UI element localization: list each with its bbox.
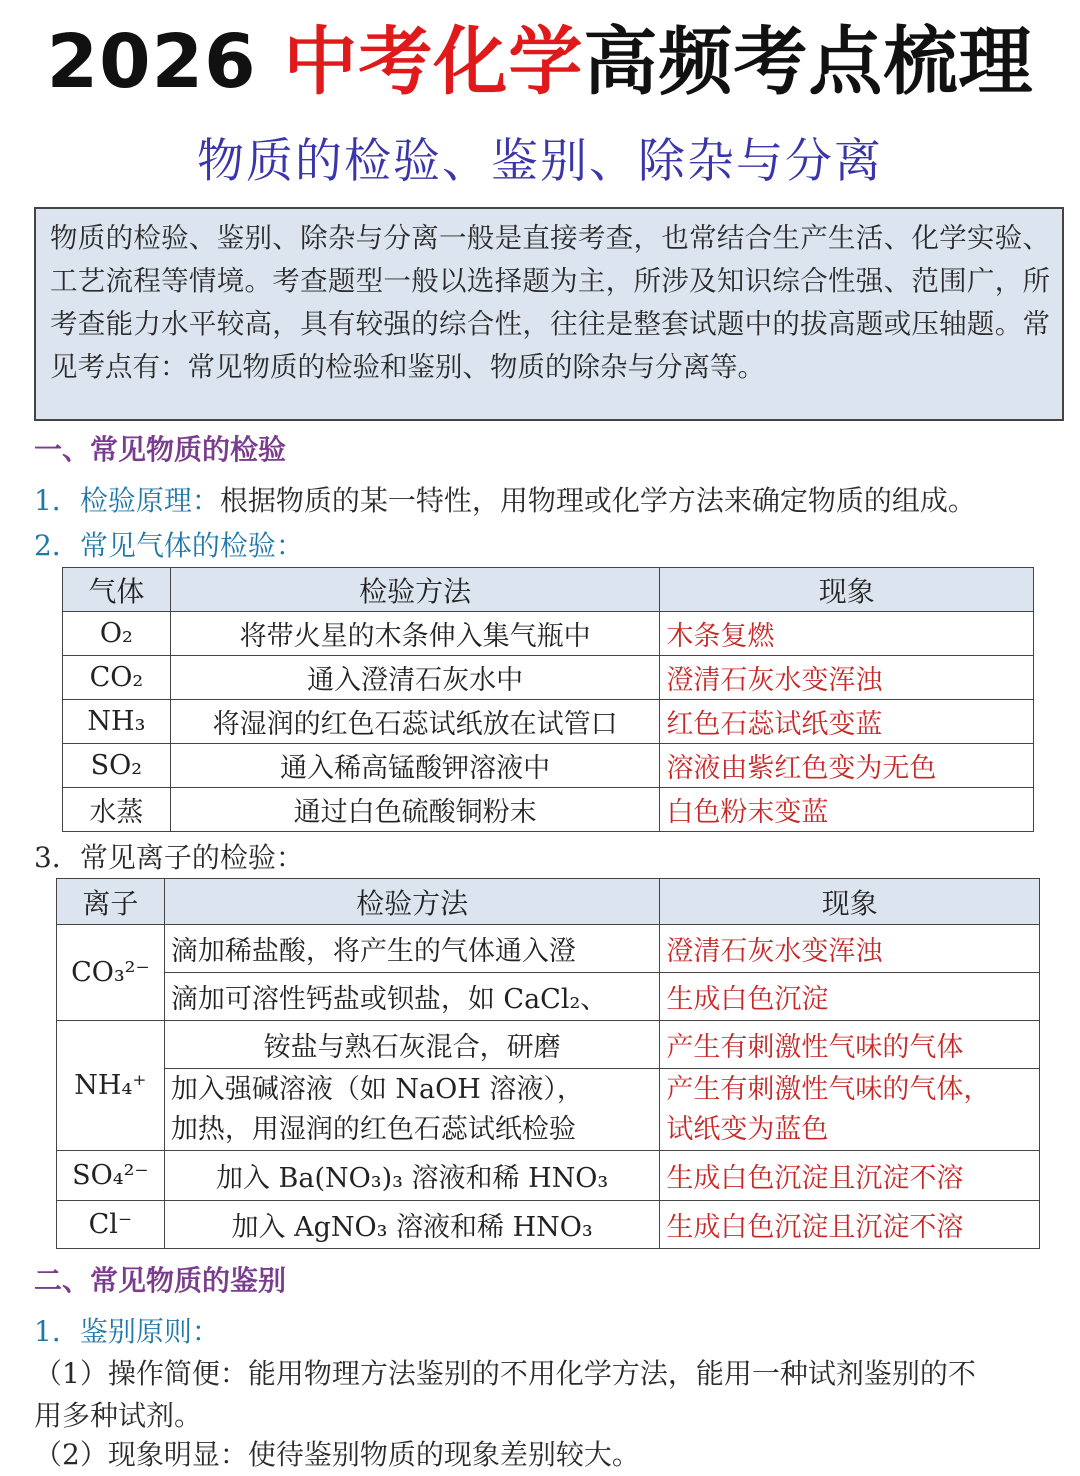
table-row <box>57 973 1040 1021</box>
table-row <box>57 1151 1040 1201</box>
method-cell: 加入 AgNO₃ 溶液和稀 HNO₃ <box>164 1201 660 1249</box>
column-header: 检验方法 <box>164 879 660 925</box>
column-header: 现象 <box>660 568 1034 612</box>
method-line: 加热，用湿润的红色石蕊试纸检验 <box>170 1113 576 1145</box>
table-row <box>63 744 1034 788</box>
result-cell: 生成白色沉淀且沉淀不溶 <box>660 1201 1040 1249</box>
ion-cell: Cl⁻ <box>57 1201 165 1249</box>
identify-principle-heading <box>34 1312 220 1352</box>
page-subtitle: 物质的检验、鉴别、除杂与分离 <box>197 134 883 189</box>
gas-cell: 水蒸 <box>63 788 171 832</box>
result-cell: 白色粉末变蓝 <box>660 788 1034 832</box>
identify-principle-label: 1．鉴别原则： <box>34 1315 220 1348</box>
gas-test-label: 2．常见气体的检验： <box>34 529 304 562</box>
column-header: 离子 <box>57 879 165 925</box>
method-cell: 通过白色硫酸铜粉末 <box>170 788 660 832</box>
table-header-row <box>63 568 1034 612</box>
method-cell: 通入澄清石灰水中 <box>170 656 660 700</box>
result-cell: 澄清石灰水变浑浊 <box>660 656 1034 700</box>
table-row <box>57 1069 1040 1151</box>
method-cell <box>164 1069 660 1151</box>
principle-label: 1．检验原理： <box>34 484 220 517</box>
principle-item-1-line: （1）操作简便：能用物理方法鉴别的不用化学方法，能用一种试剂鉴别的不 <box>34 1357 976 1390</box>
intro-box: 物质的检验、鉴别、除杂与分离一般是直接考查，也常结合生产生活、化学实验、工艺流程等情境。考查题型一般以选择题为主，所涉及知识综合性强、范围广，所考查能力水平较高，具有较强的综合性，往往是整套试题中的拔高题或压轴题。常见考点有：常见物质的检验和鉴别、物质的除杂与分离等。 <box>34 207 1064 421</box>
principle-line <box>34 481 976 521</box>
column-header: 现象 <box>660 879 1040 925</box>
section-heading-2: 二、常见物质的鉴别 <box>34 1264 287 1297</box>
principle-text: 根据物质的某一特性，用物理或化学方法来确定物质的组成。 <box>219 484 976 517</box>
ion-cell: SO₄²⁻ <box>57 1151 165 1201</box>
column-header: 气体 <box>63 568 171 612</box>
principle-item-1-line: 用多种试剂。 <box>34 1399 203 1432</box>
title-red-part: 中考化学 <box>283 19 584 105</box>
gas-test-table <box>62 567 1034 832</box>
principle-item-1 <box>34 1353 1064 1437</box>
method-cell: 滴加稀盐酸，将产生的气体通入澄 <box>164 925 660 973</box>
result-cell: 生成白色沉淀 <box>660 973 1040 1021</box>
table-row <box>63 788 1034 832</box>
table-header-row <box>57 879 1040 925</box>
principle-item-2: （2）现象明显：使待鉴别物质的现象差别较大。 <box>34 1438 640 1471</box>
result-cell: 红色石蕊试纸变蓝 <box>660 700 1034 744</box>
page-title <box>0 14 1080 110</box>
table-row <box>57 1021 1040 1069</box>
gas-cell: NH₃ <box>63 700 171 744</box>
table-row <box>63 656 1034 700</box>
table-row <box>63 700 1034 744</box>
method-cell: 将湿润的红色石蕊试纸放在试管口 <box>170 700 660 744</box>
column-header: 检验方法 <box>170 568 660 612</box>
title-black-part: 高频考点梳理 <box>583 19 1034 105</box>
gas-cell: SO₂ <box>63 744 171 788</box>
gas-cell: O₂ <box>63 612 171 656</box>
result-cell <box>660 1069 1040 1151</box>
gas-cell: CO₂ <box>63 656 171 700</box>
method-cell: 滴加可溶性钙盐或钡盐，如 CaCl₂、 <box>164 973 660 1021</box>
result-line: 产生有刺激性气味的气体， <box>666 1073 991 1105</box>
table-row <box>57 925 1040 973</box>
result-line: 试纸变为蓝色 <box>666 1113 829 1145</box>
method-cell: 通入稀高锰酸钾溶液中 <box>170 744 660 788</box>
gas-test-heading <box>34 526 304 566</box>
title-year: 2026 <box>46 19 257 105</box>
ion-test-heading: 3．常见离子的检验： <box>34 841 304 874</box>
method-cell: 铵盐与熟石灰混合，研磨 <box>164 1021 660 1069</box>
result-cell: 木条复燃 <box>660 612 1034 656</box>
method-cell: 将带火星的木条伸入集气瓶中 <box>170 612 660 656</box>
section-heading-1: 一、常见物质的检验 <box>34 433 287 466</box>
result-cell: 产生有刺激性气味的气体 <box>660 1021 1040 1069</box>
ion-cell: CO₃²⁻ <box>57 925 165 1021</box>
table-row <box>57 1201 1040 1249</box>
ion-test-table <box>56 878 1040 1249</box>
table-row <box>63 612 1034 656</box>
result-cell: 溶液由紫红色变为无色 <box>660 744 1034 788</box>
method-cell: 加入 Ba(NO₃)₃ 溶液和稀 HNO₃ <box>164 1151 660 1201</box>
method-line: 加入强碱溶液（如 NaOH 溶液）， <box>170 1073 584 1105</box>
ion-cell: NH₄⁺ <box>57 1021 165 1151</box>
result-cell: 生成白色沉淀且沉淀不溶 <box>660 1151 1040 1201</box>
result-cell: 澄清石灰水变浑浊 <box>660 925 1040 973</box>
